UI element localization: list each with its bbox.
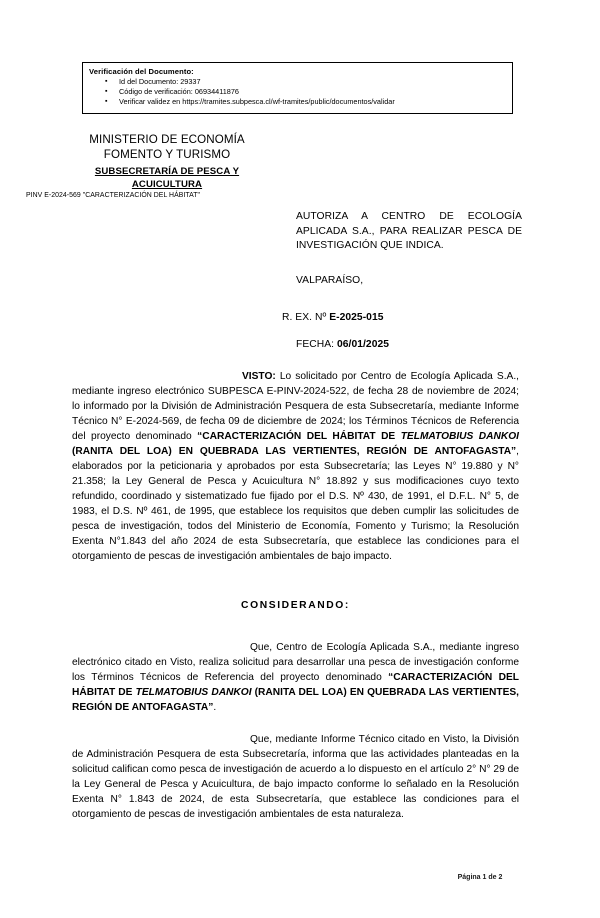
bullet-icon: ▪: [105, 77, 108, 85]
verification-item-code: [83, 88, 512, 97]
ministry-line-1: MINISTERIO DE ECONOMÍA: [89, 133, 245, 146]
visto-project-part1: “CARACTERIZACIÓN DEL HÁBITAT DE: [197, 430, 401, 442]
issue-place: VALPARAÍSO,: [296, 275, 364, 286]
ministry-line-2: FOMENTO Y TURISMO: [103, 148, 231, 162]
subsecretaria-line-1: SUBSECRETARÍA DE PESCA Y: [94, 166, 240, 177]
verification-item-id-text: Id del Documento: 29337: [119, 76, 201, 86]
resolution-number-line: [282, 312, 384, 323]
considerando-1-text-a: Que, Centro de Ecología Aplicada S.A., mediante ingreso electrónico citado en Visto, realiza solicitud para desarrollar una pesca de investigación conforme los Términos Técnicos de Referencia del proyecto denominado: [72, 642, 519, 683]
date-value: 06/01/2025: [336, 339, 390, 350]
resolution-date-line: [296, 339, 389, 350]
resolution-label: R. EX. Nº: [282, 312, 330, 323]
considerando-heading: CONSIDERANDO:: [241, 600, 350, 611]
bullet-icon: ▪: [105, 97, 108, 105]
date-label: FECHA:: [296, 339, 337, 350]
ministry-heading: [42, 132, 292, 163]
subsecretaria-heading: [42, 166, 292, 191]
document-subject: AUTORIZA A CENTRO DE ECOLOGÍA APLICADA S.A., PARA REALIZAR PESCA DE INVESTIGACIÓN QUE INDICA.: [296, 211, 522, 252]
verification-box: [82, 62, 513, 114]
visto-project-part2: (RANITA DEL LOA) EN QUEBRADA LAS VERTIENTES, REGIÓN DE ANTOFAGASTA”: [72, 445, 517, 457]
subsecretaria-line-2: ACUICULTURA: [131, 178, 203, 190]
verification-item-code-text: Código de verificación: 06934411876: [119, 86, 239, 96]
resolution-number: E-2025-015: [329, 312, 384, 323]
bullet-icon: ▪: [105, 87, 108, 95]
visto-label: VISTO:: [242, 371, 276, 382]
visto-text-a: Lo solicitado por Centro de Ecología Aplicada S.A., mediante ingreso electrónico SUBPESCA E-PINV-2024-522, de fecha 28 de noviembre de 2024; lo informado por la División de Administración Pesquera de esta Subsecretaría, mediante Informe Técnico N° E-2024-569, de fecha 09 de diciembre de 2024; los Términos Técnicos de Referencia del proyecto denominado: [72, 371, 519, 442]
considerando-1-project-part1: “CARACTERIZACIÓN DEL HÁBITAT DE: [72, 671, 519, 698]
considerando-1-project-part2: (RANITA DEL LOA) EN QUEBRADA LAS VERTIENTES, REGIÓN DE ANTOFAGASTA”: [72, 686, 519, 713]
visto-project-species: TELMATOBIUS DANKOI: [400, 430, 519, 442]
considerando-2-text: Que, mediante Informe Técnico citado en Visto, la División de Administración Pesquera de esta Subsecretaría, informa que las actividades planteadas en la solicitud califican como pesca de investigación de acuerdo a lo dispuesto en el artículo 2° N° 29 de la Ley General de Pesca y Acuicultura, de bajo impacto conforme lo señalado en la Resolución Exenta N° 1.843 de 2024, de esta Subsecretaría, que establece las condiciones para el otorgamiento de pescas de investigación ambientales de esta naturaleza.: [72, 734, 519, 820]
considerando-1-project-species: TELMATOBIUS DANKOI: [135, 686, 252, 698]
verification-item-url-text: Verificar validez en https://tramites.subpesca.cl/wf-tramites/public/documentos/validar: [119, 96, 395, 106]
visto-paragraph: [72, 370, 519, 565]
verification-list: [83, 78, 512, 107]
verification-item-url: [83, 98, 512, 107]
visto-text-b: , elaborados por la peticionaria y aprobados por esta Subsecretaría; las Leyes N° 19.880 y N° 21.358; la Ley General de Pesca y Acuicultura N° 18.892 y sus modificaciones cuyo texto refundido, coordinado y sistematizado fue fijado por el D.S. Nº 430, de 1991, el D.F.L. N° 5, de 1983, el D.S. Nº 461, de 1995, que establece los requisitos que deben cumplir las solicitudes de pesca de investigación, todos del Ministerio de Economía, Fomento y Turismo; la Resolución Exenta N°1.843 del año 2024 de esta Subsecretaría, que establece las condiciones para el otorgamiento de pescas de investigación ambientales de bajo impacto.: [72, 445, 519, 562]
pinv-reference: PINV E-2024-569 "CARACTERIZACIÓN DEL HÁBITAT": [26, 192, 200, 199]
verification-title: Verificación del Documento:: [89, 67, 194, 76]
considerando-paragraph-2: [72, 733, 519, 823]
considerando-1-text-b: .: [213, 701, 217, 713]
considerando-paragraph-1: [72, 641, 519, 716]
page-footer: Página 1 de 2: [457, 874, 503, 881]
verification-item-id: [83, 78, 512, 87]
